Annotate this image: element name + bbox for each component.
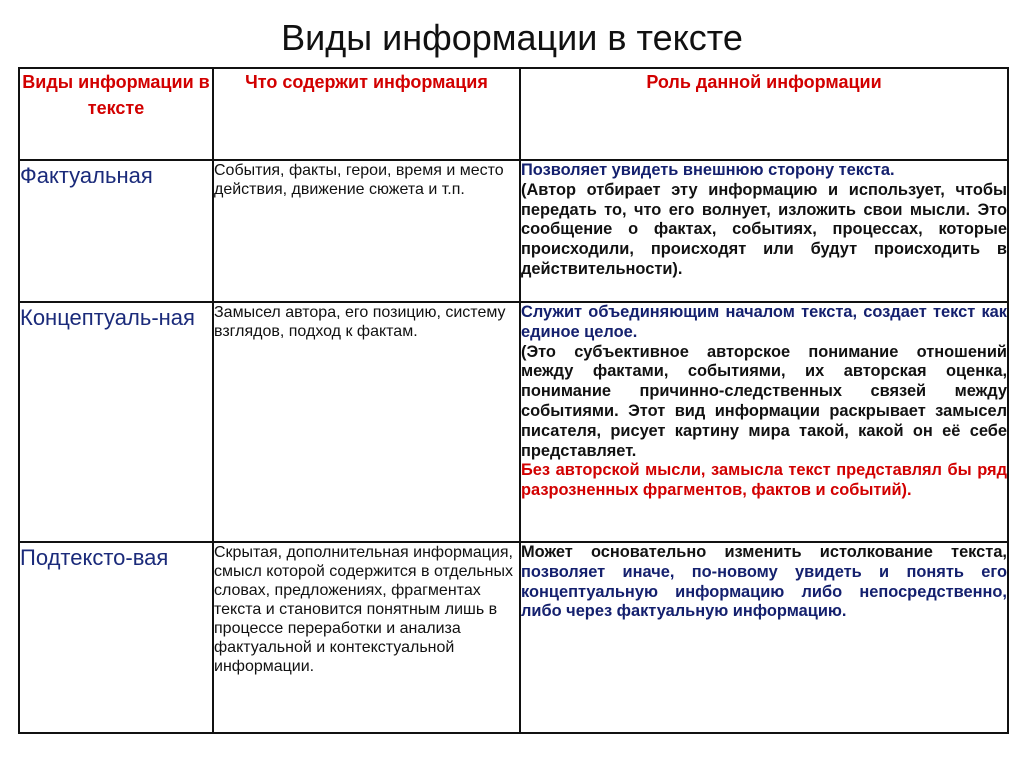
role-cell <box>520 542 1008 733</box>
header-role: Роль данной информации <box>520 68 1008 160</box>
content-cell: Замысел автора, его позицию, систему взглядов, подход к фактам. <box>213 302 520 542</box>
role-text-navy: Позволяет увидеть внешнюю сторону текста. <box>521 161 895 179</box>
type-cell: Концептуаль-ная <box>19 302 213 542</box>
role-text-black: (Автор отбирает эту информацию и использует, чтобы передать то, что его волнует, изложить свои мысли. Это сообщение о фактах, событиях, процессах, которые происходили, происходят или будут происходить в действительности). <box>521 180 1007 278</box>
role-text-navy: позволяет иначе, по-новому увидеть и понять его концептуальную информацию либо непосредственно, либо через фактуальную информацию. <box>521 562 1007 621</box>
role-text-red: Без авторской мысли, замысла текст представлял бы ряд разрозненных фрагментов, фактов и событий). <box>521 461 1007 500</box>
header-content: Что содержит информация <box>213 68 520 160</box>
table-row <box>19 542 1008 733</box>
info-table <box>18 67 1009 734</box>
table-row <box>19 302 1008 542</box>
type-cell: Фактуальная <box>19 160 213 302</box>
content-cell: Скрытая, дополнительная информация, смысл которой содержится в отдельных словах, предложениях, фрагментах текста и становится понятным лишь в процессе переработки и анализа фактуальной и контекстуальной информации. <box>213 542 520 733</box>
table-header-row <box>19 68 1008 160</box>
page-title: Виды информации в тексте <box>281 17 743 58</box>
role-cell <box>520 302 1008 542</box>
content-cell: События, факты, герои, время и место действия, движение сюжета и т.п. <box>213 160 520 302</box>
role-text-navy: Служит объединяющим началом текста, создает текст как единое целое. <box>521 303 1007 341</box>
role-text-black: (Это субъективное авторское понимание отношений между фактами, событиями, их авторская оценка, понимание причинно-следственных связей между событиями. Этот вид информации раскрывает замысел писателя, рисует картину мира такой, какой он её себе представляет. <box>521 342 1007 460</box>
role-text-black: Может основательно изменить истолкование текста, <box>521 543 1007 561</box>
role-cell <box>520 160 1008 302</box>
header-types: Виды информации в тексте <box>19 68 213 160</box>
type-cell: Подтексто-вая <box>19 542 213 733</box>
table-row <box>19 160 1008 302</box>
